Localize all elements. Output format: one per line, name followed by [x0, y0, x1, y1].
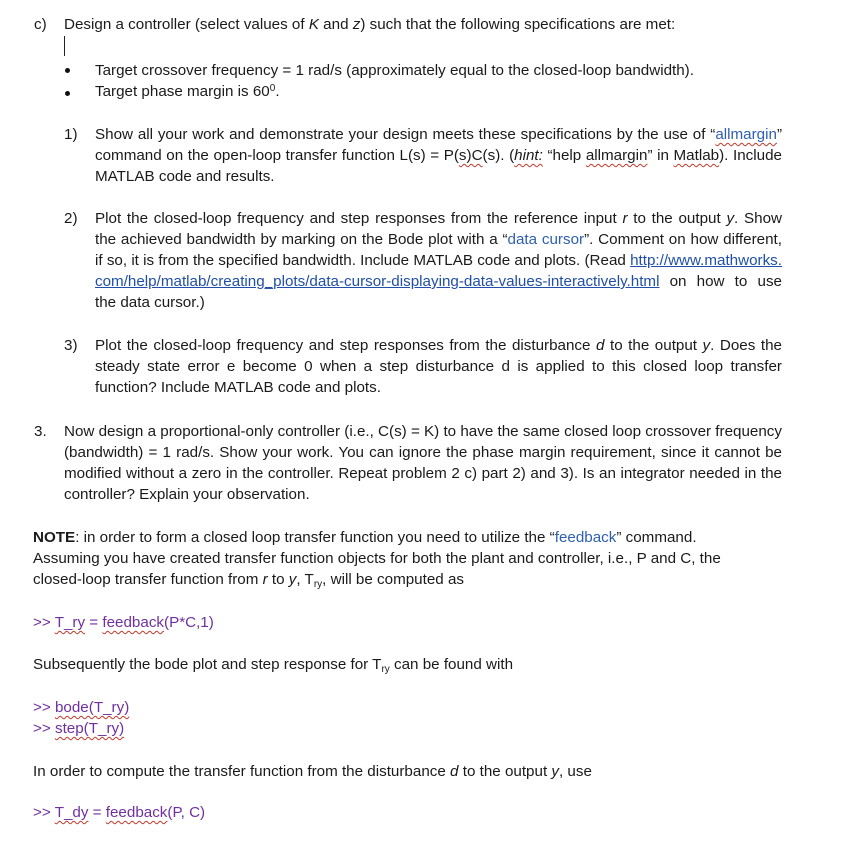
part-c-intro: Design a controller (select values of K and z) such that the following specifications are met:: [64, 16, 676, 33]
spec-crossover: Target crossover frequency = 1 rad/s (approximately equal to the closed-loop bandwidth).: [95, 62, 694, 79]
code-feedback-ry: >> T_ry = feedback(P*C,1): [33, 614, 214, 631]
problem-3-text: Now design a proportional-only controller (i.e., C(s) = K) to have the same closed loop crossover frequency (bandwidth) = 1 rad/s. Show your work. You can ignore the phase margin requirement, since it cannot be modified without a zero in the controller. Repeat problem 2 c) part 2) and 3). Is an integrator needed in the controller? Explain your observation.: [64, 423, 782, 503]
item-1-text: Show all your work and demonstrate your design meets these specifications by the use of “allmargin” command on the open-loop transfer function L(s) = P(s)C(s). (hint: “help allmargin” in Matlab). Include MATLAB code and results.: [95, 126, 782, 185]
code-step: >> step(T_ry): [33, 720, 125, 737]
code-feedback-dy: >> T_dy = feedback(P, C): [33, 804, 206, 821]
spec-phase-margin: Target phase margin is $60^0$.: [95, 83, 280, 100]
item-3-number: 3): [64, 337, 78, 354]
subsequently-text: Subsequently the bode plot and step response for $T_{ry}$ can be found with: [33, 656, 514, 675]
bullet-marker: [65, 68, 70, 73]
part-c-label: c): [34, 16, 47, 33]
text-cursor: [64, 36, 65, 56]
item-3-text: Plot the closed-loop frequency and step responses from the disturbance d to the output y. Does the steady state error e become 0 when a step disturbance d is applied to this closed loop transfer function? Include MATLAB code and plots.: [95, 337, 782, 396]
note-paragraph: NOTE: in order to form a closed loop transfer function you need to utilize the “feedback” command. Assuming you have created transfer function objects for both the plant and controller, i.e., P and C, the closed-loop transfer function from r to y, $T_{ry}$, will be computed as: [33, 529, 721, 590]
data-cursor-help-link[interactable]: http://www.mathworks.com/help/matlab/creating_plots/data-cursor-displaying-data-values-interactively.html: [95, 252, 782, 290]
item-2-text: Plot the closed-loop frequency and step responses from the reference input r to the output y. Show the achieved bandwidth by marking on the Bode plot with a “data cursor”. Comment on how different, if so, it is from the specified bandwidth. Include MATLAB code and plots. (Read http://www.mathworks.com/help/matlab/creating_plots/data-cursor-displaying-data-values-interactively.html on how to use the data cursor.): [95, 210, 782, 311]
item-1-number: 1): [64, 126, 78, 143]
disturbance-text: In order to compute the transfer function from the disturbance d to the output y, use: [33, 763, 592, 780]
problem-3-number: 3.: [34, 423, 47, 440]
item-2-number: 2): [64, 210, 78, 227]
code-bode: >> bode(T_ry): [33, 699, 130, 716]
bullet-marker: [65, 91, 70, 96]
